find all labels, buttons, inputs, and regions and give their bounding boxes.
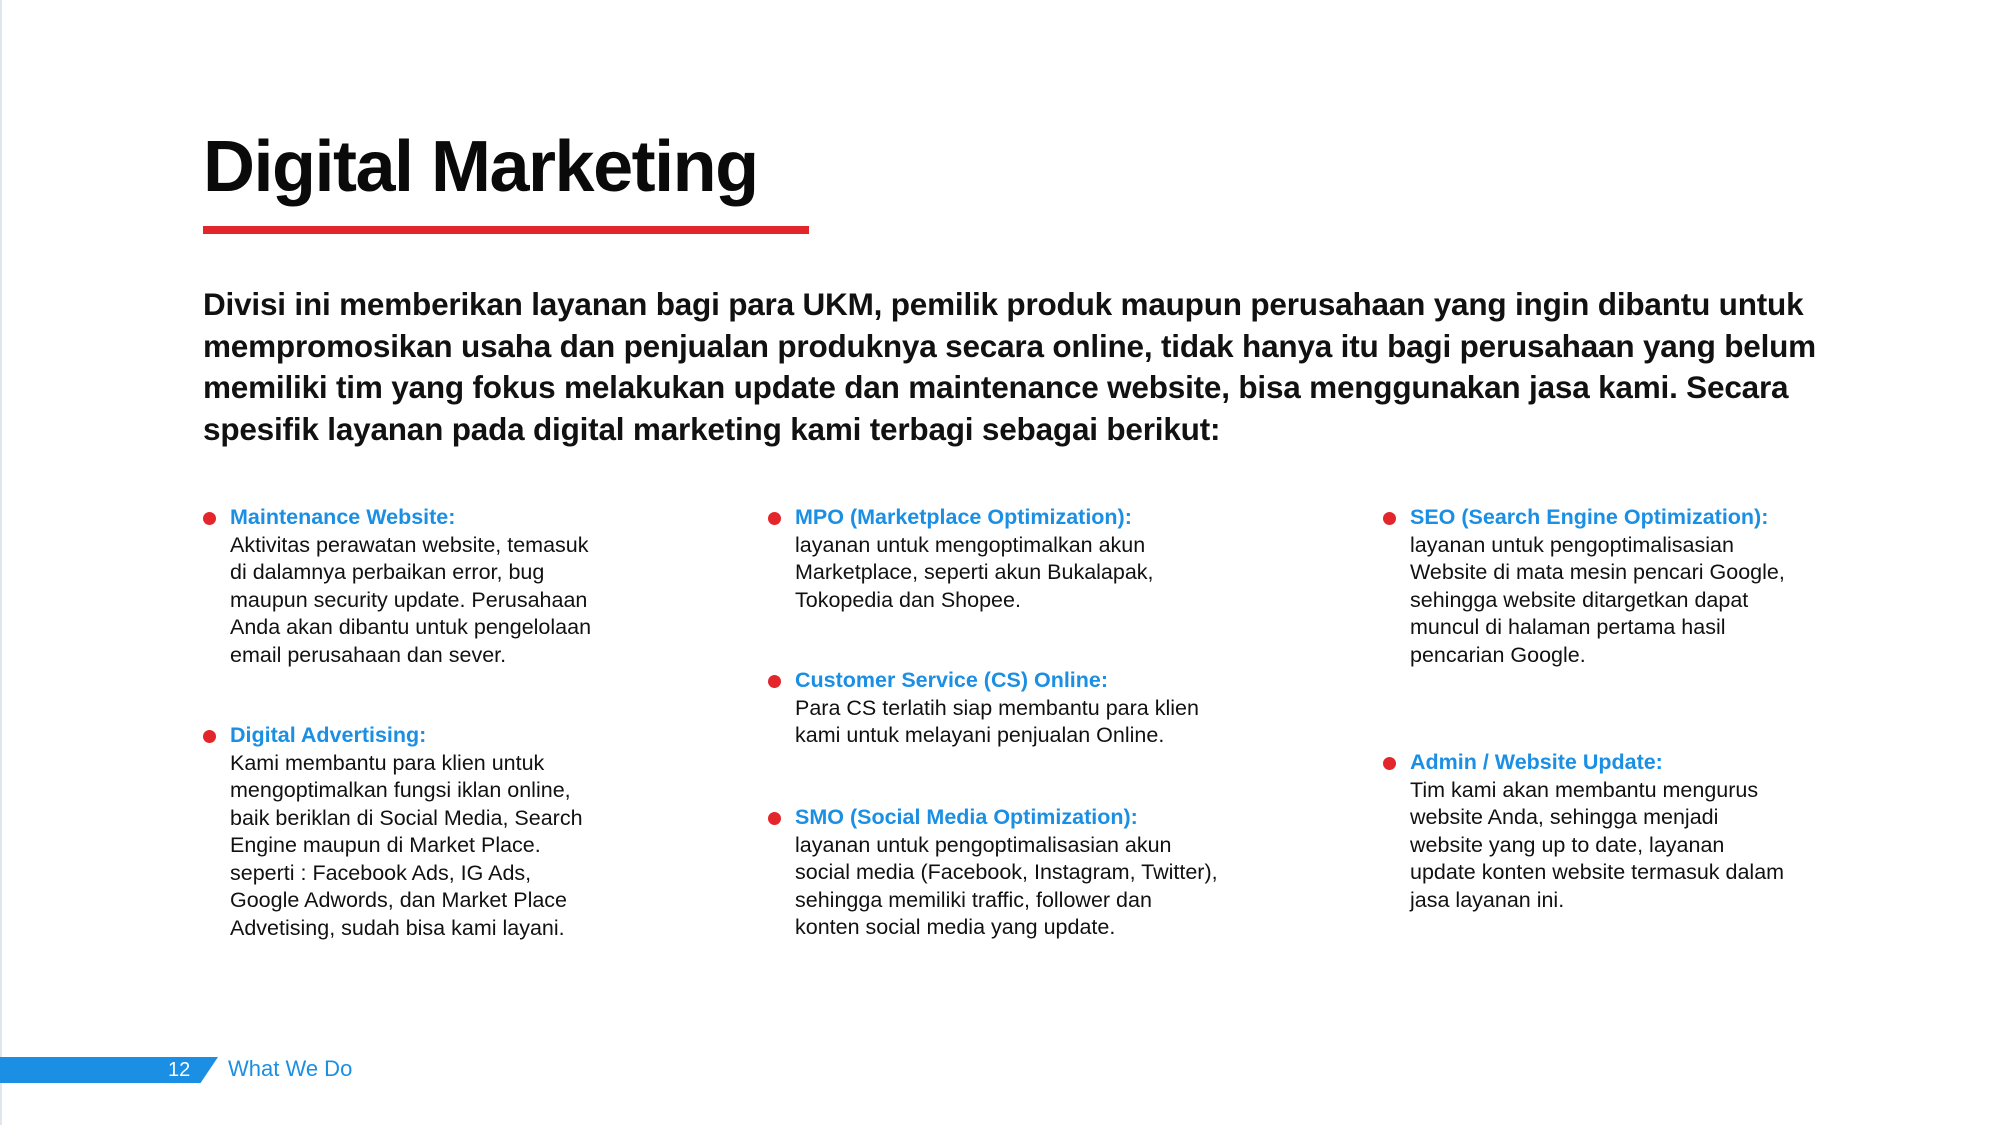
bullet-icon (1383, 757, 1396, 770)
service-title: SMO (Social Media Optimization): (795, 805, 1138, 829)
service-description: Kami membantu para klien untuk mengoptimalkan fungsi iklan online, baik beriklan di Social Media, Search Engine maupun di Market Place. seperti : Facebook Ads, IG Ads, Google Adwords, dan Market Place Advetising, sudah bisa kami layani. (230, 750, 583, 940)
service-title: MPO (Marketplace Optimization): (795, 505, 1132, 529)
service-description: layanan untuk mengoptimalkan akun Marketplace, seperti akun Bukalapak, Tokopedia dan Shopee. (795, 532, 1154, 612)
bullet-icon (203, 512, 216, 525)
bullet-icon (1383, 512, 1396, 525)
service-title: SEO (Search Engine Optimization): (1410, 505, 1769, 529)
page-title: Digital Marketing (203, 127, 758, 207)
service-smo (795, 804, 1315, 942)
service-description: Para CS terlatih siap membantu para klien kami untuk melayani penjualan Online. (795, 695, 1199, 747)
page-number: 12 (168, 1059, 191, 1081)
bullet-icon (203, 730, 216, 743)
service-description: Aktivitas perawatan website, temasuk di dalamnya perbaikan error, bug maupun security update. Perusahaan Anda akan dibantu untuk pengelolaan email perusahaan dan sever. (230, 532, 592, 667)
intro-paragraph: Divisi ini memberikan layanan bagi para UKM, pemilik produk maupun perusahaan yang ingin dibantu untuk mempromosikan usaha dan penjualan produknya secara online, tidak hanya itu bagi perusahaan yang belum memiliki tim yang fokus melakukan update dan maintenance website, bisa menggunakan jasa kami. Secara spesifik layanan pada digital marketing kami terbagi sebagai berikut: (203, 286, 1816, 447)
title-underline (203, 226, 809, 234)
page-left-edge (0, 0, 2, 1125)
service-title: Digital Advertising: (230, 723, 427, 747)
service-description: layanan untuk pengoptimalisasian akun social media (Facebook, Instagram, Twitter), sehingga memiliki traffic, follower dan konten social media yang update. (795, 832, 1218, 939)
service-digital-advertising (230, 722, 690, 942)
service-title: Admin / Website Update: (1410, 750, 1663, 774)
footer-section-label: What We Do (228, 1056, 353, 1081)
service-admin-website-update (1410, 749, 1890, 914)
bullet-icon (768, 675, 781, 688)
service-description: Tim kami akan membantu mengurus website Anda, sehingga menjadi website yang up to date, layanan update konten website termasuk dalam jasa layanan ini. (1410, 777, 1785, 912)
service-mpo (795, 504, 1315, 614)
service-description: layanan untuk pengoptimalisasian Website di mata mesin pencari Google, sehingga website ditargetkan dapat muncul di halaman pertama hasil pencarian Google. (1410, 532, 1785, 667)
bullet-icon (768, 812, 781, 825)
bullet-icon (768, 512, 781, 525)
service-maintenance-website (230, 504, 690, 669)
service-seo (1410, 504, 1890, 669)
service-title: Maintenance Website: (230, 505, 456, 529)
service-customer-service-online (795, 667, 1315, 750)
service-title: Customer Service (CS) Online: (795, 668, 1109, 692)
